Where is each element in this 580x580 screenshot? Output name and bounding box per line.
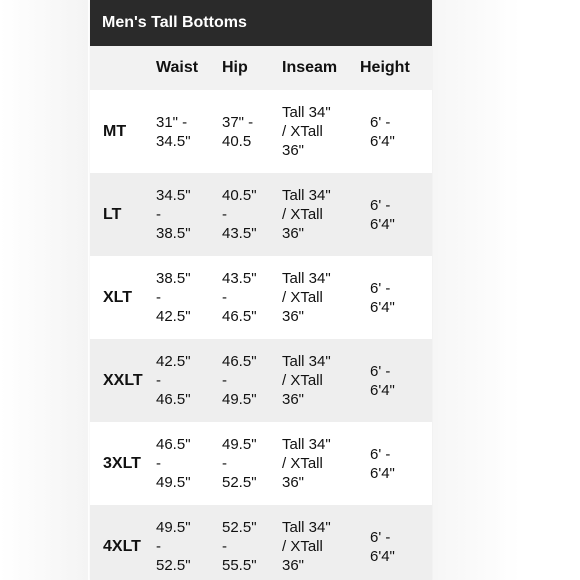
waist-cell bbox=[156, 422, 222, 505]
waist-value: 46.5" - 49.5" bbox=[156, 436, 191, 491]
hip-cell bbox=[222, 90, 282, 173]
size-label-cell: 4XLT bbox=[90, 505, 156, 580]
height-value: 6' - 6'4" bbox=[370, 528, 395, 565]
height-value: 6' - 6'4" bbox=[370, 362, 395, 399]
inseam-cell bbox=[282, 422, 360, 505]
hip-value: 49.5" - 52.5" bbox=[222, 436, 257, 491]
hip-value: 37" - 40.5 bbox=[222, 113, 254, 150]
inseam-value: Tall 34" / XTall 36" bbox=[282, 436, 331, 491]
size-chart-table bbox=[90, 46, 432, 580]
hip-cell bbox=[222, 505, 282, 580]
hip-value: 52.5" - 55.5" bbox=[222, 519, 257, 574]
table-row bbox=[90, 90, 432, 173]
inseam-cell bbox=[282, 256, 360, 339]
inseam-cell bbox=[282, 339, 360, 422]
height-cell bbox=[360, 90, 432, 173]
height-cell bbox=[360, 339, 432, 422]
size-label-cell: MT bbox=[90, 90, 156, 173]
waist-cell bbox=[156, 256, 222, 339]
height-value: 6' - 6'4" bbox=[370, 113, 395, 150]
column-header-height: Height bbox=[360, 46, 432, 90]
table-row bbox=[90, 173, 432, 256]
height-cell bbox=[360, 256, 432, 339]
height-value: 6' - 6'4" bbox=[370, 445, 395, 482]
table-header-row bbox=[90, 46, 432, 90]
column-header-size bbox=[90, 46, 156, 90]
hip-cell bbox=[222, 173, 282, 256]
waist-value: 38.5" - 42.5" bbox=[156, 270, 191, 325]
size-label-cell: 3XLT bbox=[90, 422, 156, 505]
inseam-value: Tall 34" / XTall 36" bbox=[282, 519, 331, 574]
inseam-value: Tall 34" / XTall 36" bbox=[282, 270, 331, 325]
height-cell bbox=[360, 505, 432, 580]
height-cell bbox=[360, 422, 432, 505]
size-label-cell: LT bbox=[90, 173, 156, 256]
waist-cell bbox=[156, 173, 222, 256]
table-row bbox=[90, 339, 432, 422]
size-label-cell: XLT bbox=[90, 256, 156, 339]
hip-value: 46.5" - 49.5" bbox=[222, 353, 257, 408]
table-row bbox=[90, 256, 432, 339]
height-value: 6' - 6'4" bbox=[370, 279, 395, 316]
size-chart-card bbox=[90, 0, 432, 580]
hip-cell bbox=[222, 256, 282, 339]
waist-cell bbox=[156, 505, 222, 580]
inseam-value: Tall 34" / XTall 36" bbox=[282, 187, 331, 242]
waist-value: 31" - 34.5" bbox=[156, 113, 191, 150]
inseam-value: Tall 34" / XTall 36" bbox=[282, 353, 331, 408]
waist-cell bbox=[156, 90, 222, 173]
hip-value: 43.5" - 46.5" bbox=[222, 270, 257, 325]
right-background-strip bbox=[432, 0, 580, 580]
hip-cell bbox=[222, 339, 282, 422]
waist-value: 49.5" - 52.5" bbox=[156, 519, 191, 574]
height-value: 6' - 6'4" bbox=[370, 196, 395, 233]
size-chart-title: Men's Tall Bottoms bbox=[90, 0, 432, 46]
inseam-cell bbox=[282, 173, 360, 256]
column-header-waist: Waist bbox=[156, 46, 222, 90]
inseam-value: Tall 34" / XTall 36" bbox=[282, 104, 331, 159]
table-row bbox=[90, 505, 432, 580]
height-cell bbox=[360, 173, 432, 256]
left-background-strip bbox=[0, 0, 88, 580]
hip-cell bbox=[222, 422, 282, 505]
table-row bbox=[90, 422, 432, 505]
column-header-hip: Hip bbox=[222, 46, 282, 90]
column-header-inseam: Inseam bbox=[282, 46, 360, 90]
waist-value: 34.5" - 38.5" bbox=[156, 187, 191, 242]
waist-value: 42.5" - 46.5" bbox=[156, 353, 191, 408]
hip-value: 40.5" - 43.5" bbox=[222, 187, 257, 242]
waist-cell bbox=[156, 339, 222, 422]
inseam-cell bbox=[282, 90, 360, 173]
size-label-cell: XXLT bbox=[90, 339, 156, 422]
inseam-cell bbox=[282, 505, 360, 580]
